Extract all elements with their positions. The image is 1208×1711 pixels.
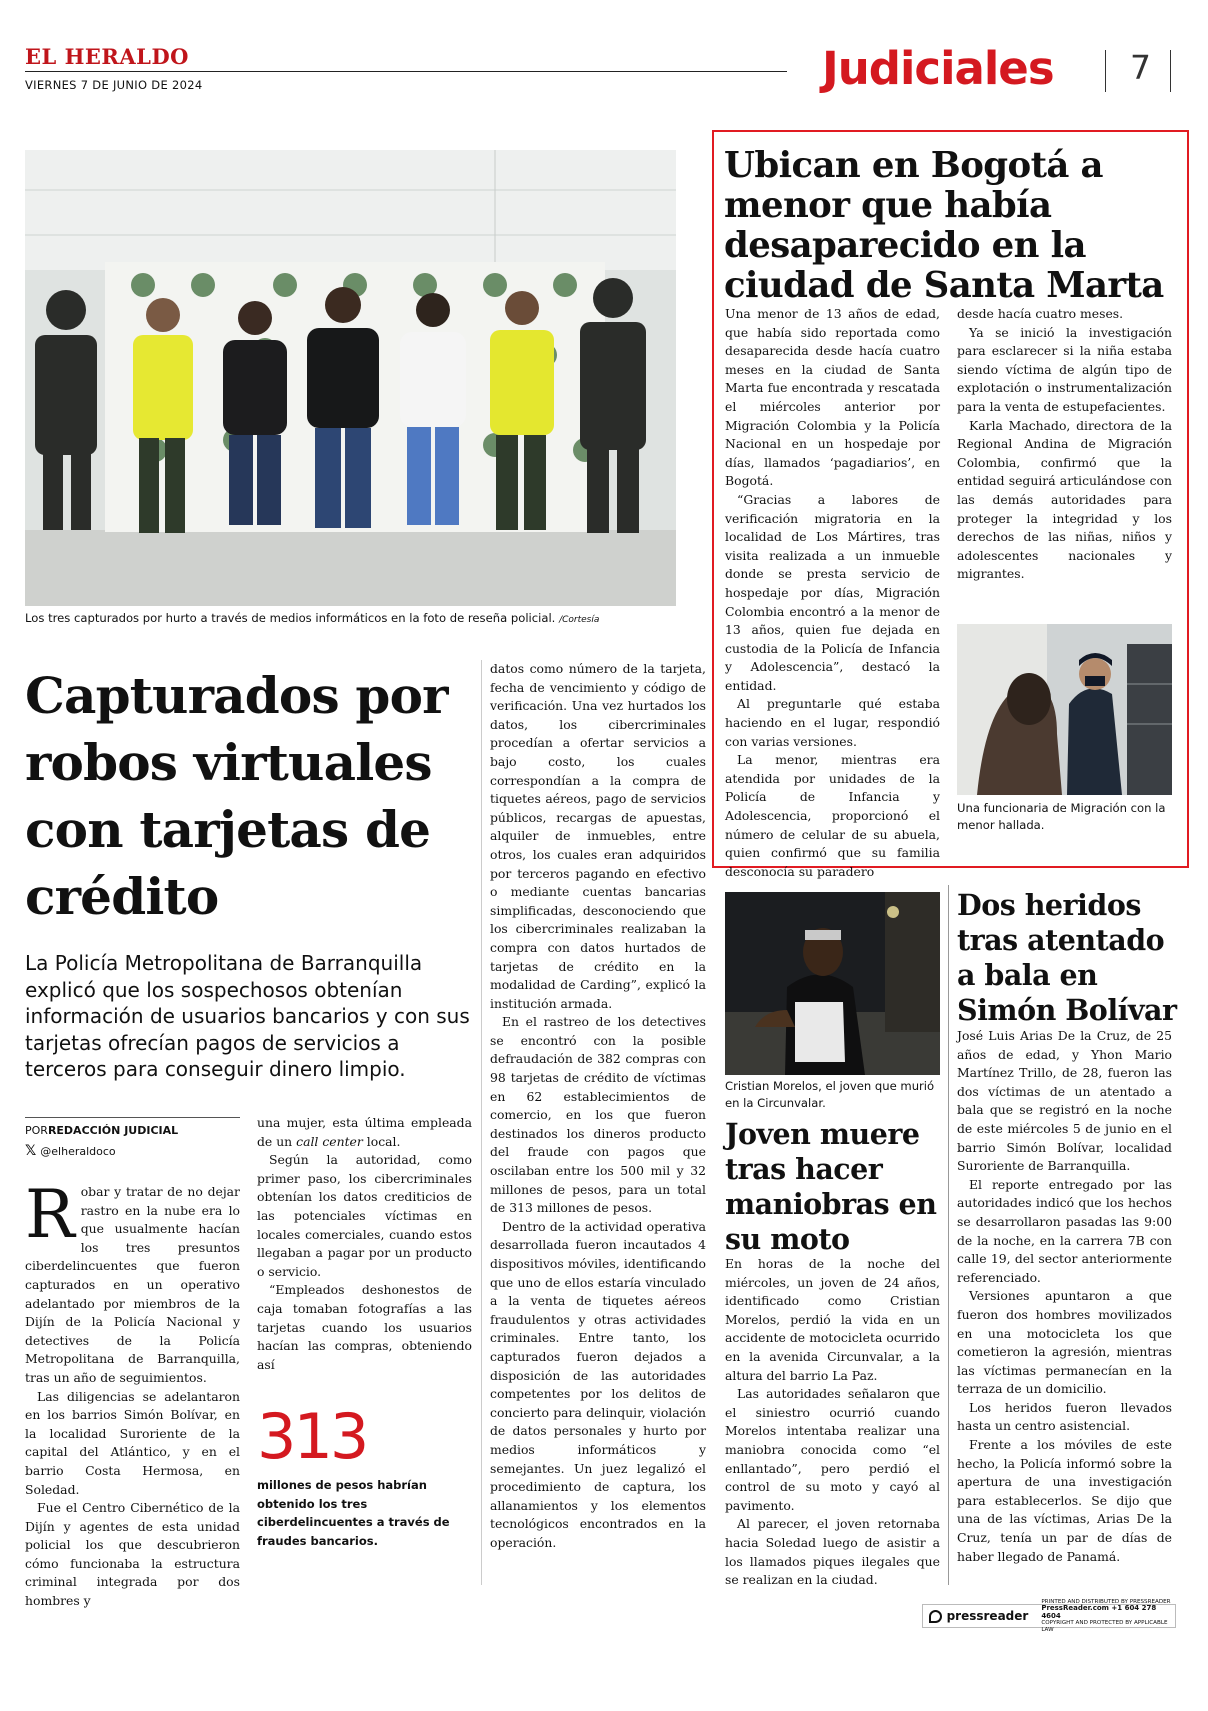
pressreader-badge[interactable] [922, 1598, 1176, 1633]
byline-name: REDACCIÓN JUDICIAL [47, 1124, 179, 1137]
paragraph: Fue el Centro Cibernético de la Dijín y agentes de esta unidad policial los que descubrieron cómo funcionaba la estructura criminal integrada por dos hombres y [25, 1500, 240, 1609]
section-title: Judiciales [822, 42, 1054, 95]
paragraph: Al parecer, el joven retornaba hacia Soledad luego de asistir a los llamados piques ilegales que se realizan en la ciudad. [725, 1516, 940, 1588]
moto-story-column [725, 1255, 940, 1590]
box-photo-caption: Una funcionaria de Migración con la menor hallada. [957, 801, 1166, 832]
police-lineup-image [25, 150, 676, 606]
main-headline: Capturados por robos virtuales con tarjetas de crédito [25, 666, 448, 926]
legal-line: COPYRIGHT AND PROTECTED BY APPLICABLE LAW [1041, 1620, 1168, 1633]
paragraph: “Gracias a labores de verificación migratoria en la localidad de Los Mártires, tras visita realizada a un inmueble donde se presta servicio de hospedaje por días, Migración Colombia encontró a la menor de 13 años, quien fue dejada en custodia de la Policía de Infancia y Adolescencia”, destacó la entidad. [725, 491, 940, 693]
moto-headline: Joven muere tras hacer maniobras en su moto [725, 1117, 937, 1256]
paragraph: Según la autoridad, como primer paso, los cibercriminales obtenían los datos crediticios de las potenciales víctimas en locales comerciales, cuando estos llegaban a pagar por un producto o servicio. [257, 1152, 472, 1279]
main-story-column-1 [25, 1176, 240, 1611]
paragraph: datos como número de la tarjeta, fecha de vencimiento y código de verificación. Una vez hurtados los datos, los cibercriminales procedían a ofertar servicios a bajo costo, los cuales correspondían a la compra de tiquetes aéreos, pago de servicios públicos, recargas de apuestas, alquiler de inmuebles, entre otros, los cuales eran adquiridos por terceros pagando en efectivo o mediante cuentas bancarias simplificadas, desconociendo que los cibercriminales realizaban la compra con datos hurtados de tarjetas de crédito en la modalidad de Carding”, explicó la institución armada. [490, 661, 706, 1011]
pressreader-logo: pressreader [946, 1609, 1029, 1623]
main-story-column-3 [490, 660, 706, 1553]
photo-credit: /Cortesía [559, 615, 600, 625]
paragraph: obar y tratar de no dejar rastro en la nube era lo que usualmente hacían los tres presuntos ciberdelincuentes que fueron capturados en un operativo adelantado por miembros de la Dijín de la Policía Nacional y detectives de la Policía Metropolitana de Barranquilla, tras un año de seguimientos. [25, 1184, 240, 1385]
main-photo [25, 150, 676, 606]
paragraph: “Empleados deshonestos de caja tomaban fotografías a las tarjetas cuando los usuarios hacían las compras, obteniendo así [257, 1282, 472, 1372]
paragraph: Una menor de 13 años de edad, que había sido reportada como desaparecida desde hacía cuatro meses en la ciudad de Santa Marta fue encontrada y rescatada el miércoles anterior por Migración Colombia y la Policía Nacional en un hospedaje por días, llamados ‘pagadiarios’, en Bogotá. [725, 306, 940, 489]
header-divider [1105, 50, 1106, 92]
bala-story-column [957, 1027, 1172, 1566]
dropcap: R [25, 1176, 75, 1253]
main-photo-caption [25, 610, 599, 627]
column-divider [948, 885, 949, 1585]
box-column-2 [957, 305, 1172, 584]
box-headline: Ubican en Bogotá a menor que había desaparecido en la ciudad de Santa Marta [724, 145, 1164, 306]
stat-number: 313 [257, 1400, 367, 1473]
byline [25, 1124, 178, 1137]
header-divider [1170, 50, 1171, 92]
paragraph: Dentro de la actividad operativa desarrollada fueron incautados 4 dispositivos móviles, identificando que uno de ellos estaría vinculado a la venta de tiquetes aéreos fraudulentos y otras actividades criminales. Entre tanto, los capturados fueron dejados a disposición de las autoridades competentes por los delitos de concierto para delinquir, violación de datos personales y hurto por medios informáticos y semejantes. Un juez legalizó el procedimiento de captura, los allanamientos y los elementos tecnológicos encontrados en la operación. [490, 1218, 706, 1550]
box-column-1 [725, 305, 940, 881]
paragraph: El reporte entregado por las autoridades indicó que los hechos se desarrollaron pasadas las 9:00 de la noche, en la carrera 7B con calle 19, del sector anteriormente referenciado. [957, 1176, 1172, 1285]
main-deck: La Policía Metropolitana de Barranquilla explicó que los sospechosos obtenían información de usuarios bancarios y con sus tarjetas ofrecían pagos de servicios a terceros para conseguir dinero limpio. [25, 951, 470, 1081]
paragraph: En horas de la noche del miércoles, un joven de 24 años, identificado como Cristian Morelos, perdió la vida en un accidente de motocicleta ocurrido en la avenida Circunvalar, a la altura del barrio La Paz. [725, 1256, 940, 1383]
handle-text: @elheraldoco [40, 1144, 116, 1158]
column-divider [481, 660, 482, 1585]
paragraph: La menor, mientras era atendida por unidades de la Policía de Infancia y Adolescencia, proporcionó el número de celular de su abuela, quien confirmó que su familia desconocía su paradero [725, 752, 940, 879]
paragraph: Karla Machado, directora de la Regional Andina de Migración Colombia, confirmó que la entidad seguirá articulándose con las demás autoridades para proteger la integridad y los derechos de las niñas, niños y adolescentes nacionales y migrantes. [957, 417, 1172, 582]
main-story-column-2 [257, 1114, 472, 1374]
stat-label: millones de pesos habrían obtenido los tres ciberdelincuentes a través de fraudes bancarios. [257, 1478, 450, 1548]
pressreader-icon [929, 1610, 942, 1623]
bala-headline: Dos heridos tras atentado a bala en Simón Bolívar [957, 888, 1177, 1027]
header-rule [25, 71, 787, 72]
paragraph: Frente a los móviles de este hecho, la Policía informó sobre la apertura de una investigación para establecerlos. Se dijo que una de las víctimas, Arias De la Cruz, tenía un par de días de haber llegado de Panamá. [957, 1437, 1172, 1564]
emphasis: call center [296, 1133, 363, 1149]
masthead: EL HERALDO [25, 44, 189, 69]
young-man-night-image [725, 892, 940, 1075]
paragraph-text: local. [366, 1133, 401, 1149]
paragraph: José Luis Arias De la Cruz, de 25 años de edad, y Yhon Mario Martínez Trillo, de 28, fueron las dos víctimas de un atentado a bala que se registró en la noche de este miércoles 5 de junio en el barrio Simón Bolívar, localidad Suroriente de Barranquilla. [957, 1028, 1172, 1174]
social-handle[interactable] [25, 1143, 116, 1159]
legal-line: PressReader.com +1 604 278 4604 [1041, 1604, 1157, 1620]
moto-photo-caption: Cristian Morelos, el joven que murió en la Circunvalar. [725, 1079, 935, 1110]
moto-photo [725, 892, 940, 1075]
migration-officer-image [957, 624, 1172, 795]
paragraph: Las autoridades señalaron que el siniestro ocurrió cuando Morelos intentaba realizar una maniobra conocida como “el enllantado”, pero perdió el control de su moto y cayó al pavimento. [725, 1386, 940, 1513]
paragraph: Las diligencias se adelantaron en los barrios Simón Bolívar, en la localidad Suroriente de la capital del Atlántico, y en el barrio Costa Hermosa, en Soledad. [25, 1388, 240, 1497]
paragraph: Versiones apuntaron a que fueron dos hombres movilizados en una motocicleta los que cometieron la agresión, mientras las víctimas permanecían en la terraza de un domicilio. [957, 1288, 1172, 1397]
byline-prefix: POR [25, 1124, 48, 1137]
box-photo [957, 624, 1172, 795]
byline-rule [25, 1117, 240, 1118]
paragraph [257, 1114, 472, 1151]
page-number: 7 [1130, 48, 1151, 87]
pressreader-legal [1041, 1599, 1175, 1634]
caption-text: Los tres capturados por hurto a través de medios informáticos en la foto de reseña policial. [25, 611, 556, 625]
paragraph: Al preguntarle qué estaba haciendo en el lugar, respondió con varias versiones. [725, 696, 940, 749]
legal-line: PRINTED AND DISTRIBUTED BY PRESSREADER [1041, 1598, 1171, 1605]
paragraph-text: una mujer, esta última empleada de un [257, 1115, 472, 1149]
paragraph: desde hacía cuatro meses. [957, 306, 1124, 321]
x-logo-icon: 𝕏 [25, 1143, 37, 1159]
paragraph: En el rastreo de los detectives se encontró con la posible defraudación de 382 compras con 98 tarjetas de crédito de víctimas en 62 establecimientos de comercio, en los que fueron destinados los dineros producto del fraude con pagos que oscilaban entre los 500 mil y 32 millones de pesos, para un total de 313 millones de pesos. [490, 1014, 706, 1216]
paragraph: Los heridos fueron llevados hasta un centro asistencial. [957, 1399, 1172, 1434]
issue-date: VIERNES 7 DE JUNIO DE 2024 [25, 78, 203, 92]
paragraph: Ya se inició la investigación para esclarecer si la niña estaba siendo víctima de algún tipo de explotación o instrumentalización para la venta de estupefacientes. [957, 324, 1172, 414]
